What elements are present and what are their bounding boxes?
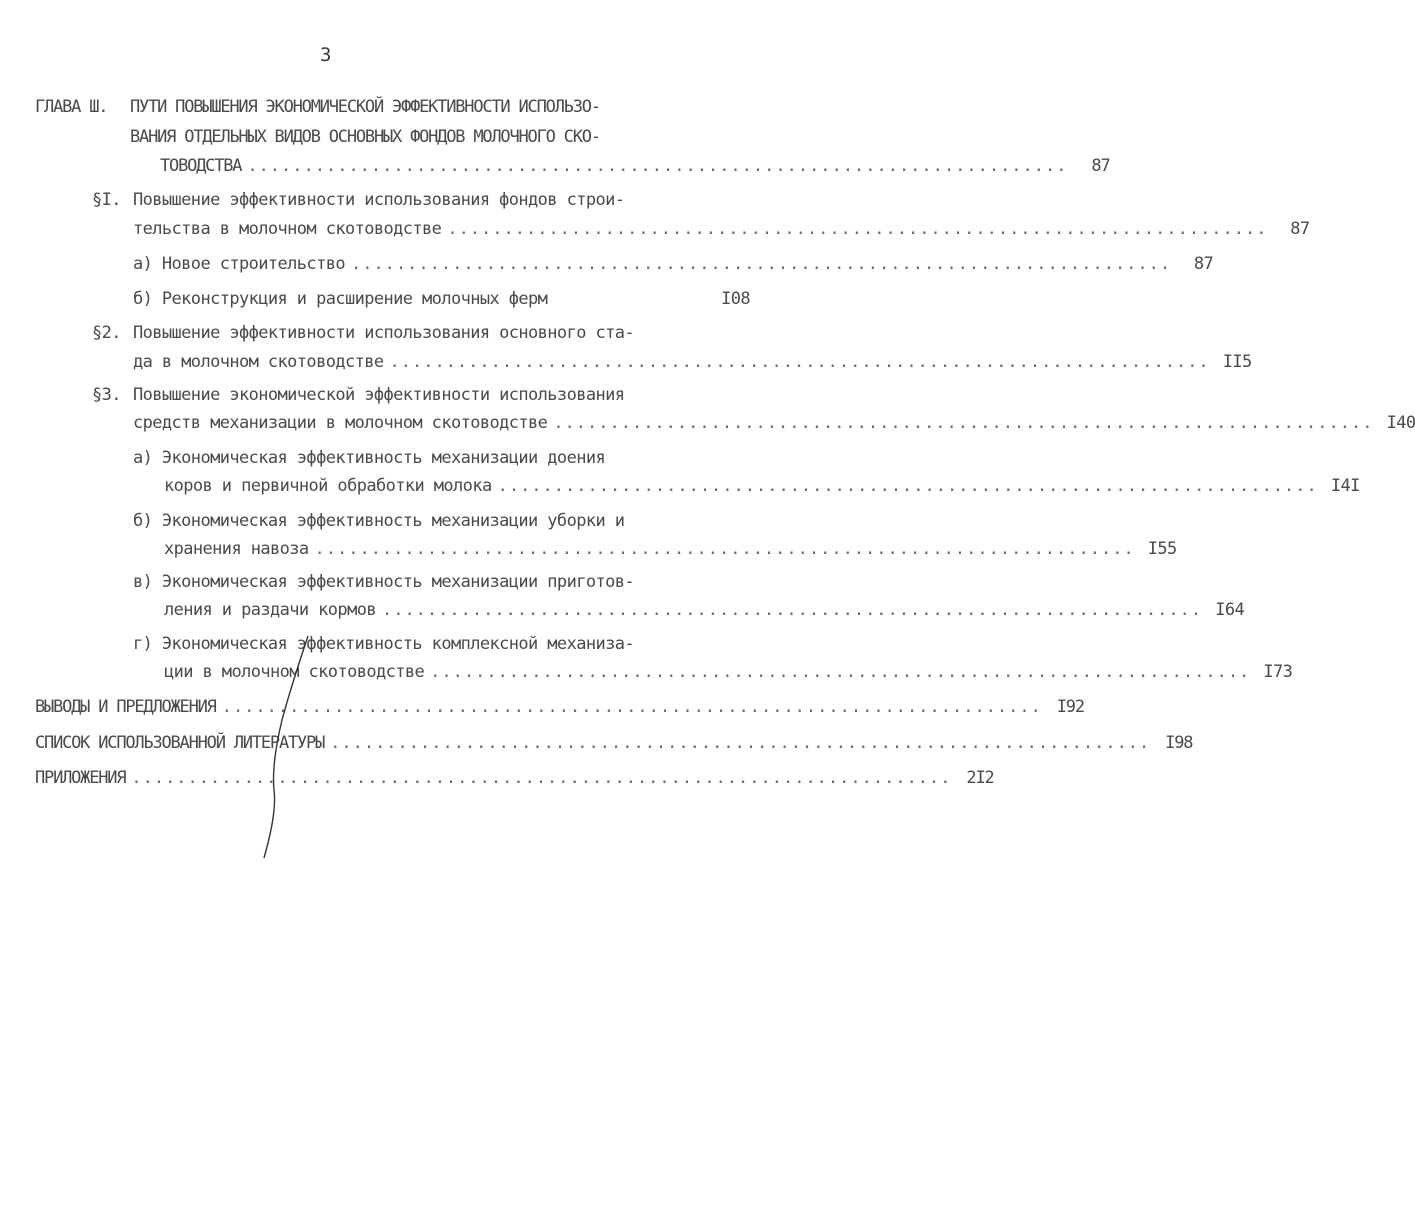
section3a-page: I4I [1330,476,1360,496]
section1a-entry-row[interactable] [133,254,1214,274]
chapter-title-line1: ПУТИ ПОВЫШЕНИЯ ЭКОНОМИЧЕСКОЙ ЭФФЕКТИВНОСТИ ИСПОЛЬЗО- [130,97,600,117]
section1-entry-row[interactable] [133,219,1310,239]
conclusions-page: I92 [1056,697,1084,717]
chapter-title-line2: ВАНИЯ ОТДЕЛЬНЫХ ВИДОВ ОСНОВНЫХ ФОНДОВ МОЛОЧНОГО СКО- [130,127,600,147]
dot-leader: ......................................................................... [131,768,952,788]
section3-page: I40 [1386,413,1415,433]
section3-label: §3. [92,385,121,405]
section3a-line1: а) Экономическая эффективность механизации доения [133,448,606,468]
dot-leader: ......................................................................... [350,254,1172,274]
section3g-line1: г) Экономическая эффективность комплексной механиза- [133,634,635,654]
bibliography-entry-row[interactable] [35,733,1193,753]
section1b-page: I08 [721,289,750,309]
appendices-text: ПРИЛОЖЕНИЯ [35,768,126,788]
section3b-entry-row[interactable] [164,539,1177,559]
section2-entry-row[interactable] [133,352,1252,372]
section3v-line2: ления и раздачи кормов [164,600,376,620]
section3g-entry-row[interactable] [164,662,1293,682]
section3g-line2: ции в молочном скотоводстве [164,662,425,682]
bibliography-text: СПИСОК ИСПОЛЬЗОВАННОЙ ЛИТЕРАТУРЫ [35,733,325,753]
dot-leader: ......................................................................... [221,697,1042,717]
section3b-page: I55 [1147,539,1177,559]
section3-line2: средств механизации в молочном скотоводстве [133,413,548,433]
section3v-page: I64 [1215,600,1245,620]
dot-leader: ......................................................................... [330,733,1151,753]
dot-leader: ......................................................................... [497,476,1318,496]
section1-line1: Повышение эффективности использования фондов строи- [133,190,625,210]
chapter-label: ГЛАВА Ш. [35,97,108,117]
section2-line2: да в молочном скотоводстве [133,352,384,372]
dot-leader [553,289,708,309]
appendices-page: 2I2 [966,768,994,788]
section3-line1: Повышение экономической эффективности использования [133,385,625,405]
chapter-entry-row[interactable] [160,156,1110,176]
section1b-entry-row[interactable] [133,289,750,309]
section3b-line1: б) Экономическая эффективность механизации уборки и [133,511,625,531]
section1a-text: а) Новое строительство [133,254,345,274]
dot-leader: ......................................................................... [314,539,1135,559]
section3b-line2: хранения навоза [164,539,309,559]
page-number: 3 [320,44,332,66]
appendices-entry-row[interactable] [35,768,994,788]
conclusions-text: ВЫВОДЫ И ПРЕДЛОЖЕНИЯ [35,697,216,717]
dot-leader: ......................................................................... [430,662,1251,682]
section1-line2: тельства в молочном скотоводстве [133,219,442,239]
section3v-entry-row[interactable] [164,600,1245,620]
section1b-text: б) Реконструкция и расширение молочных ферм [133,289,548,309]
section1-page: 87 [1290,219,1310,239]
dot-leader: ......................................................................... [553,413,1374,433]
section2-line1: Повышение эффективности использования основного ста- [133,323,635,343]
section3v-line1: в) Экономическая эффективность механизации приготов- [133,572,635,592]
conclusions-entry-row[interactable] [35,697,1084,717]
dot-leader: ......................................................................... [447,219,1268,239]
section3g-page: I73 [1263,662,1293,682]
chapter-title-line3: ТОВОДСТВА [160,156,242,176]
section1a-page: 87 [1193,254,1214,274]
section3a-line2: коров и первичной обработки молока [164,476,492,496]
section2-label: §2. [92,323,121,343]
dot-leader: ......................................................................... [381,600,1203,620]
section1-label: §I. [92,190,121,210]
bibliography-page: I98 [1165,733,1193,753]
section3a-entry-row[interactable] [164,476,1360,496]
dot-leader: ......................................................................... [247,156,1068,176]
section2-page: II5 [1222,352,1252,372]
section3-entry-row[interactable] [133,413,1415,433]
dot-leader: ......................................................................... [389,352,1210,372]
chapter-page: 87 [1091,156,1110,176]
